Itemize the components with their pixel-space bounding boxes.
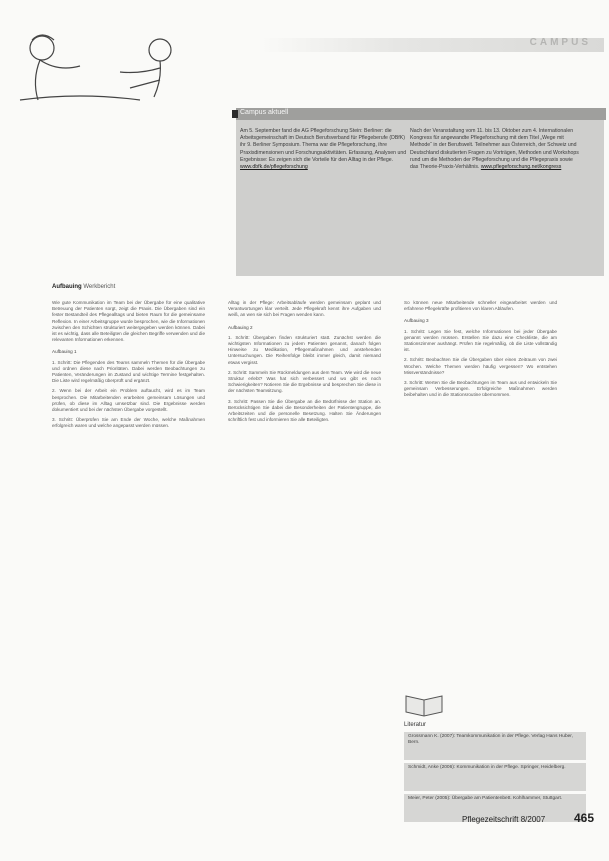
paragraph: 2. Schritt: Sammeln Sie Rückmeldungen aus dem Team. Wie wird die neue Struktur erlebt? Was hat sich verbessert und wo gibt es noch Schwierigkeiten? Notieren Sie die Ergebnisse und besprechen Sie diese in der nächsten Teamsitzung. (228, 369, 381, 394)
paragraph: 2. Schritt: Beobachten Sie die Übergaben über einen Zeitraum von zwei Wochen. Welche Themen werden häufig vergessen? Wo entstehen Missverständnisse? (404, 357, 557, 375)
section-label: CAMPUS (529, 37, 591, 48)
info-panel-header (236, 108, 606, 120)
info-left-text: Am 5. September fand die AG Pflegeforschung Stein: Berliner: die Arbeitsgemeinschaft im Deutsch Berufsverband für Pflegeberufe (DBfK) ihr 9. Berliner Symposium. Thema war die Pflegeforschung, ihre Praxisdimensionen und Forschungsaktivitäten. Erfassung, Analysen und Ergebnisse: Es zeigen sich die Vorteile für den Alltag in der Pflege. (240, 128, 407, 163)
literature-item: Grossmann K. (2007): Teamkommunikation in der Pflege. Verlag Hans Huber, Bern. (404, 732, 586, 760)
info-panel-title: Campus aktuell (240, 109, 289, 116)
article-column-2 (228, 300, 381, 427)
info-panel-right (410, 128, 580, 171)
paragraph: 3. Schritt: Überprüfen Sie am Ende der Woche, welche Maßnahmen erfolgreich waren und welche angepasst werden müssen. (52, 417, 205, 429)
info-right-link[interactable]: www.pflegeforschung.net/kongress (480, 164, 562, 171)
paragraph: 3. Schritt: Passen Sie die Übergabe an die Bedürfnisse der Station an. Berücksichtigen Sie dabei die Besonderheiten der Patientengruppe, die Arbeitszeiten und die personelle Besetzung. Halten Sie Änderungen schriftlich fest und informieren Sie alle Beteiligten. (228, 398, 381, 423)
paragraph: Wie gute Kommunikation im Team bei der Übergabe für eine qualitative Betreuung der Patienten sorgt, zeigt die Praxis. Die Übergaben sind ein fester Bestandteil des Pflegealltags und bieten Raum für die gemeinsame Reflexion. In einer Arbeitsgruppe wurde besprochen, wie die Informationen zwischen den Schichten strukturiert weitergegeben werden können. Dabei ist es wichtig, dass alle Beteiligten die gleichen Begriffe verwenden und die relevanten Informationen erkennen. (52, 300, 205, 343)
article-column-3 (404, 300, 557, 403)
subheading: Aufbauing 1 (52, 349, 77, 355)
page-number: 465 (574, 811, 595, 825)
section-title: Aufbauing (52, 284, 82, 290)
info-left-link[interactable]: www.dbfk.de/pflegeforschung (240, 164, 308, 171)
journal-name: Pflegezeitschrift 8/2007 (462, 815, 546, 824)
paragraph: Alltag in der Pflege: Arbeitsabläufe werden gemeinsam geplant und Verantwortungen klar verteilt. Jede Pflegekraft kennt ihre Aufgaben und weiß, an wen sie sich bei Fragen wenden kann. (228, 300, 381, 318)
paragraph: 2. Wenn bei der Arbeit ein Problem auftaucht, wird es im Team besprochen. Die Mitarbeitenden erarbeiten gemeinsam Lösungen und prüfen, ob diese im Alltag umsetzbar sind. Die Ergebnisse werden dokumentiert und bei der nächsten Übergabe vorgestellt. (52, 388, 205, 413)
literature-heading: Literatur (404, 722, 427, 728)
article-column-1 (52, 300, 205, 434)
paragraph: 1. Schritt: Die Pflegenden des Teams sammeln Themen für die Übergabe und ordnen diese nach Prioritäten. Dabei werden Beobachtungen zu Patienten, Veränderungen im Zustand und wichtige Termine festgehalten. Die Liste wird regelmäßig überprüft und ergänzt. (52, 359, 205, 384)
article-section-heading (52, 284, 115, 290)
book-icon (404, 692, 444, 718)
info-panel-left (240, 128, 410, 171)
paragraph: So können neue Mitarbeitende schneller eingearbeitet werden und erfahrene Pflegekräfte profitieren von klaren Abläufen. (404, 300, 557, 312)
section-subtitle: Werkbericht (83, 284, 116, 290)
info-right-text: Nach der Veranstaltung vom 11. bis 13. Oktober zum 4. Internationalen Kongress für angewandte Pflegeforschung mit dem Titel „Wege mit Methode“ in der Berufswelt. Teilnehmer aus Österreich, der Schweiz und Deutschland diskutierten Fragen zu Vorträgen, Methoden und Workshops rund um die Methoden der Pflegeforschung und die Pflegepraxis sowie das Theorie-Praxis-Verhältnis. (410, 128, 579, 171)
literature-item: Schmidt, Anke (2006): Kommunikation in der Pflege. Springer, Heidelberg. (404, 763, 586, 791)
panel-marker-icon (232, 110, 238, 118)
literature-item: Meier, Peter (2005): Übergabe am Patientenbett. Kohlhammer, Stuttgart. (404, 794, 586, 822)
paragraph: 1. Schritt: Legen Sie fest, welche Informationen bei jeder Übergabe genannt werden müssen. Erstellen Sie dazu eine Checkliste, die am Stationszimmer aushängt. Prüfen Sie regelmäßig, ob die Liste vollständig ist. (404, 328, 557, 353)
paragraph: 3. Schritt: Werten Sie die Beobachtungen im Team aus und entwickeln Sie gemeinsam Verbesserungen. Erfolgreiche Maßnahmen werden beibehalten und in die Stationsroutine übernommen. (404, 380, 557, 398)
paragraph: 1. Schritt: Übergaben finden strukturiert statt. Zunächst werden die wichtigsten Informationen zu jedem Patienten genannt, danach folgen Hinweise zu Medikation, Pflegemaßnahmen und anstehenden Untersuchungen. Die Reihenfolge bleibt immer gleich, damit niemand etwas vergisst. (228, 334, 381, 365)
subheading: Aufbauing 2 (228, 324, 253, 330)
sketch-illustration (10, 28, 240, 108)
subheading: Aufbauing 3 (404, 318, 429, 324)
